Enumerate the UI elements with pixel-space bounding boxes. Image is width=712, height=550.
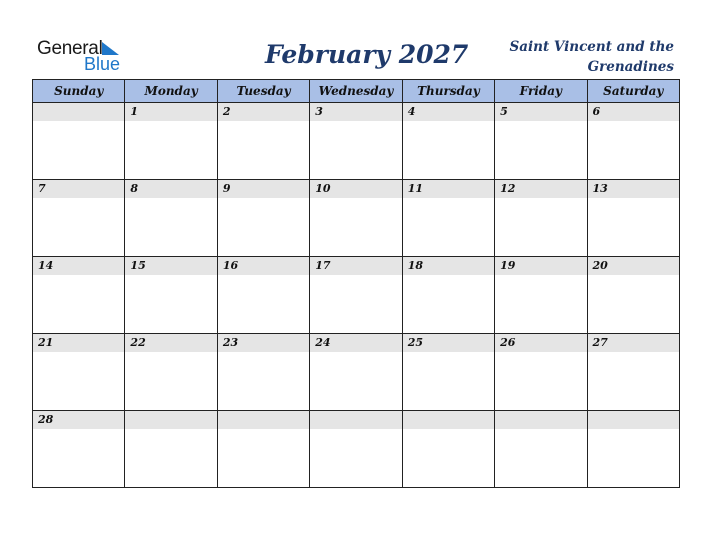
week-row <box>33 334 680 411</box>
day-cell <box>310 334 402 411</box>
weekday-saturday: Saturday <box>587 80 679 103</box>
day-number: 4 <box>403 103 494 121</box>
day-cell <box>125 180 217 257</box>
day-cell <box>217 180 309 257</box>
day-cell <box>495 257 587 334</box>
day-cell <box>587 257 679 334</box>
week-row <box>33 180 680 257</box>
day-cell <box>587 180 679 257</box>
day-number: 13 <box>588 180 679 198</box>
day-cell <box>125 334 217 411</box>
day-number <box>33 103 124 121</box>
weekday-wednesday: Wednesday <box>310 80 402 103</box>
day-cell <box>402 103 494 180</box>
day-cell <box>587 334 679 411</box>
day-number: 5 <box>495 103 586 121</box>
day-cell <box>402 257 494 334</box>
day-number: 6 <box>588 103 679 121</box>
day-number: 11 <box>403 180 494 198</box>
weekday-header-row <box>33 80 680 103</box>
day-cell <box>310 257 402 334</box>
logo-text-blue: Blue <box>84 54 121 74</box>
day-cell <box>33 334 125 411</box>
day-cell <box>33 103 125 180</box>
day-number: 8 <box>125 180 216 198</box>
weekday-thursday: Thursday <box>402 80 494 103</box>
day-number: 15 <box>125 257 216 275</box>
day-number: 7 <box>33 180 124 198</box>
day-cell <box>217 411 309 488</box>
day-cell <box>495 334 587 411</box>
day-cell <box>217 103 309 180</box>
day-number: 17 <box>310 257 401 275</box>
generalblue-logo <box>37 38 137 74</box>
day-number: 10 <box>310 180 401 198</box>
day-number: 26 <box>495 334 586 352</box>
day-number: 9 <box>218 180 309 198</box>
day-number <box>310 411 401 429</box>
day-cell <box>402 411 494 488</box>
day-cell <box>495 103 587 180</box>
day-number: 3 <box>310 103 401 121</box>
day-cell <box>495 411 587 488</box>
day-cell <box>125 411 217 488</box>
weekday-friday: Friday <box>495 80 587 103</box>
calendar-grid <box>32 79 680 488</box>
day-number: 21 <box>33 334 124 352</box>
week-row <box>33 103 680 180</box>
day-cell <box>402 180 494 257</box>
day-cell <box>310 411 402 488</box>
day-cell <box>33 257 125 334</box>
day-number: 12 <box>495 180 586 198</box>
day-cell <box>217 257 309 334</box>
day-cell <box>217 334 309 411</box>
day-number: 20 <box>588 257 679 275</box>
day-cell <box>587 411 679 488</box>
day-cell <box>33 180 125 257</box>
country-name: Saint Vincent and the Grenadines <box>509 39 674 75</box>
day-number <box>495 411 586 429</box>
day-number <box>218 411 309 429</box>
calendar-title: February 2027 <box>265 40 469 69</box>
day-number: 2 <box>218 103 309 121</box>
day-cell <box>310 103 402 180</box>
day-cell <box>310 180 402 257</box>
day-number: 18 <box>403 257 494 275</box>
day-cell <box>402 334 494 411</box>
week-row <box>33 257 680 334</box>
day-cell <box>587 103 679 180</box>
day-cell <box>495 180 587 257</box>
day-number <box>403 411 494 429</box>
day-cell <box>33 411 125 488</box>
day-number: 23 <box>218 334 309 352</box>
day-number: 16 <box>218 257 309 275</box>
day-number <box>588 411 679 429</box>
day-number: 19 <box>495 257 586 275</box>
day-number: 1 <box>125 103 216 121</box>
day-number: 24 <box>310 334 401 352</box>
day-number: 27 <box>588 334 679 352</box>
logo-text-general: General <box>37 38 103 59</box>
day-number: 28 <box>33 411 124 429</box>
weekday-monday: Monday <box>125 80 217 103</box>
weekday-tuesday: Tuesday <box>217 80 309 103</box>
weekday-sunday: Sunday <box>33 80 125 103</box>
day-number: 22 <box>125 334 216 352</box>
day-cell <box>125 257 217 334</box>
day-cell <box>125 103 217 180</box>
day-number <box>125 411 216 429</box>
day-number: 25 <box>403 334 494 352</box>
week-row <box>33 411 680 488</box>
day-number: 14 <box>33 257 124 275</box>
